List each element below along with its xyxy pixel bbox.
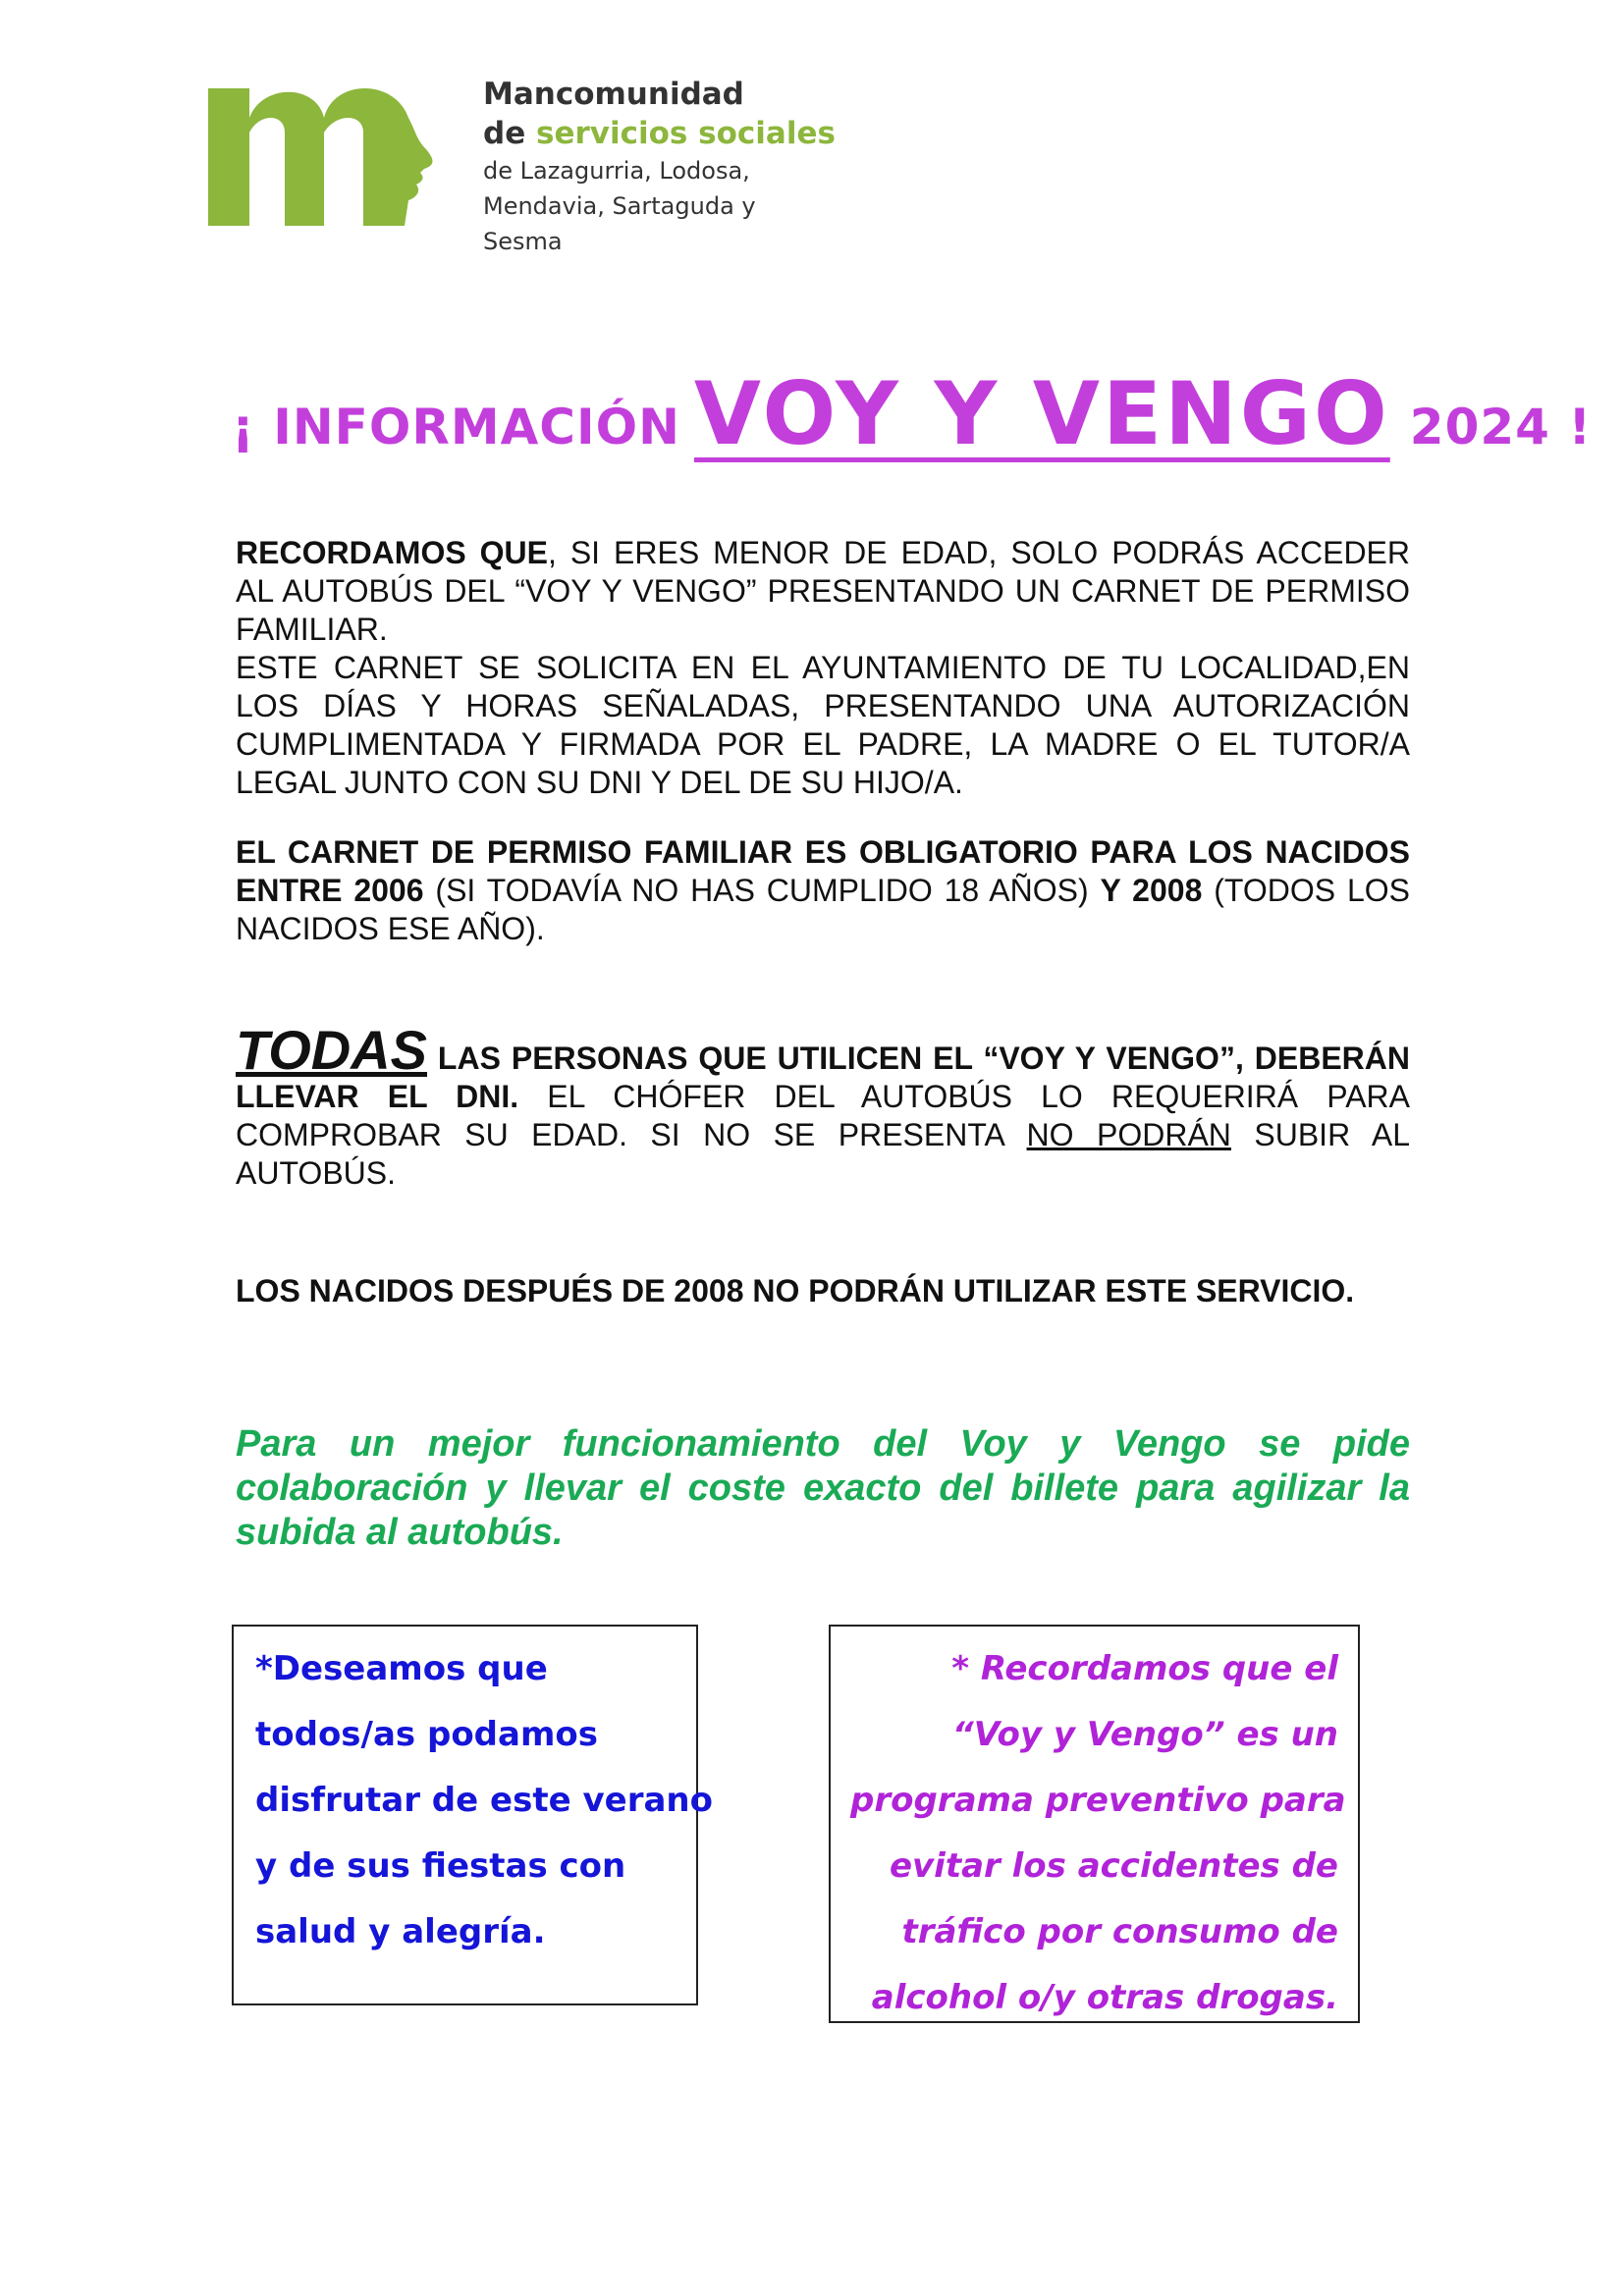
logo-line-2 [483, 114, 837, 153]
green-note: Para un mejor funcionamiento del Voy y Vengo se pide colaboración y llevar el coste exacto del billete para agilizar la subida al autobús. [236, 1423, 1410, 1553]
paragraph-2-bold-1: EL CARNET DE PERMISO FAMILIAR ES OBLIGATORIO PARA LOS NACIDOS ENTRE 2006 [236, 834, 1410, 908]
paragraph-1-lead: RECORDAMOS QUE [236, 535, 548, 570]
box-right-line: evitar los accidentes de [889, 1846, 1338, 1886]
box-right [829, 1625, 1360, 2023]
box-right-line: * Recordamos que el [951, 1649, 1338, 1688]
logo [208, 71, 837, 255]
box-left-line: y de sus fiestas con [255, 1846, 626, 1886]
logo-line-4: Mendavia, Sartaguda y Sesma [483, 192, 756, 255]
m-head-logo-icon [208, 79, 444, 226]
logo-text [483, 75, 837, 259]
paragraph-3-emphasis: TODAS [236, 1019, 427, 1081]
box-left-line: salud y alegría. [255, 1912, 546, 1951]
paragraph-2-normal-1: (SI TODAVÍA NO HAS CUMPLIDO 18 AÑOS) [423, 873, 1101, 908]
logo-line-3: de Lazagurria, Lodosa, [483, 157, 750, 185]
logo-line-1: Mancomunidad [483, 77, 744, 112]
paragraph-1 [236, 534, 1410, 802]
paragraph-3 [236, 1019, 1411, 1193]
paragraph-2-bold-2: Y 2008 [1100, 873, 1203, 908]
paragraph-3-underlined: NO PODRÁN [1026, 1117, 1231, 1152]
title-main: VOY Y VENGO [693, 363, 1390, 464]
paragraph-3-normal-1: EL CHÓFER DEL AUTOBÚS LO REQUERIRÁ PARA COMPROBAR SU EDAD. SI NO SE PRESENTA [236, 1079, 1411, 1152]
logo-line-2-prefix: de [483, 116, 537, 151]
title-suffix: 2024 ! [1409, 399, 1593, 455]
box-right-line: programa preventivo para [850, 1781, 1346, 1820]
box-left [232, 1625, 713, 2005]
paragraph-2 [236, 833, 1410, 948]
paragraph-2-normal-2: (TODOS LOS NACIDOS ESE AÑO). [236, 873, 1411, 946]
title-prefix: ¡ INFORMACIÓN [232, 399, 680, 455]
box-left-line: disfrutar de este verano [255, 1781, 713, 1820]
paragraph-4-text: LOS NACIDOS DESPUÉS DE 2008 NO PODRÁN UTILIZAR ESTE SERVICIO. [236, 1273, 1355, 1308]
paragraph-1-rest: , SI ERES MENOR DE EDAD, SOLO PODRÁS ACCEDER AL AUTOBÚS DEL “VOY Y VENGO” PRESENTANDO UN CARNET DE PERMISO FAMILIAR. [236, 535, 1411, 647]
paragraph-3-normal-2: SUBIR AL AUTOBÚS. [236, 1117, 1411, 1191]
logo-line-2-highlight: servicios sociales [536, 116, 836, 151]
paragraph-4 [236, 1272, 1410, 1310]
box-left-line: *Deseamos que [255, 1649, 548, 1688]
paragraph-3-bold: LAS PERSONAS QUE UTILICEN EL “VOY Y VENGO”, DEBERÁN LLEVAR EL DNI. [236, 1041, 1410, 1114]
box-right-line: alcohol o/y otras drogas. [871, 1978, 1338, 2017]
page-title [232, 363, 1593, 464]
box-left-line: todos/as podamos [255, 1715, 598, 1754]
paragraph-1-line-2: ESTE CARNET SE SOLICITA EN EL AYUNTAMIENTO DE TU LOCALIDAD,EN LOS DÍAS Y HORAS SEÑALADAS, PRESENTANDO UNA AUTORIZACIÓN CUMPLIMENTADA Y FIRMADA POR EL PADRE, LA MADRE O EL TUTOR/A LEGAL JUNTO CON SU DNI Y DEL DE SU HIJO/A. [236, 650, 1410, 800]
box-right-line: tráfico por consumo de [901, 1912, 1338, 1951]
box-right-line: “Voy y Vengo” es un [951, 1715, 1338, 1754]
